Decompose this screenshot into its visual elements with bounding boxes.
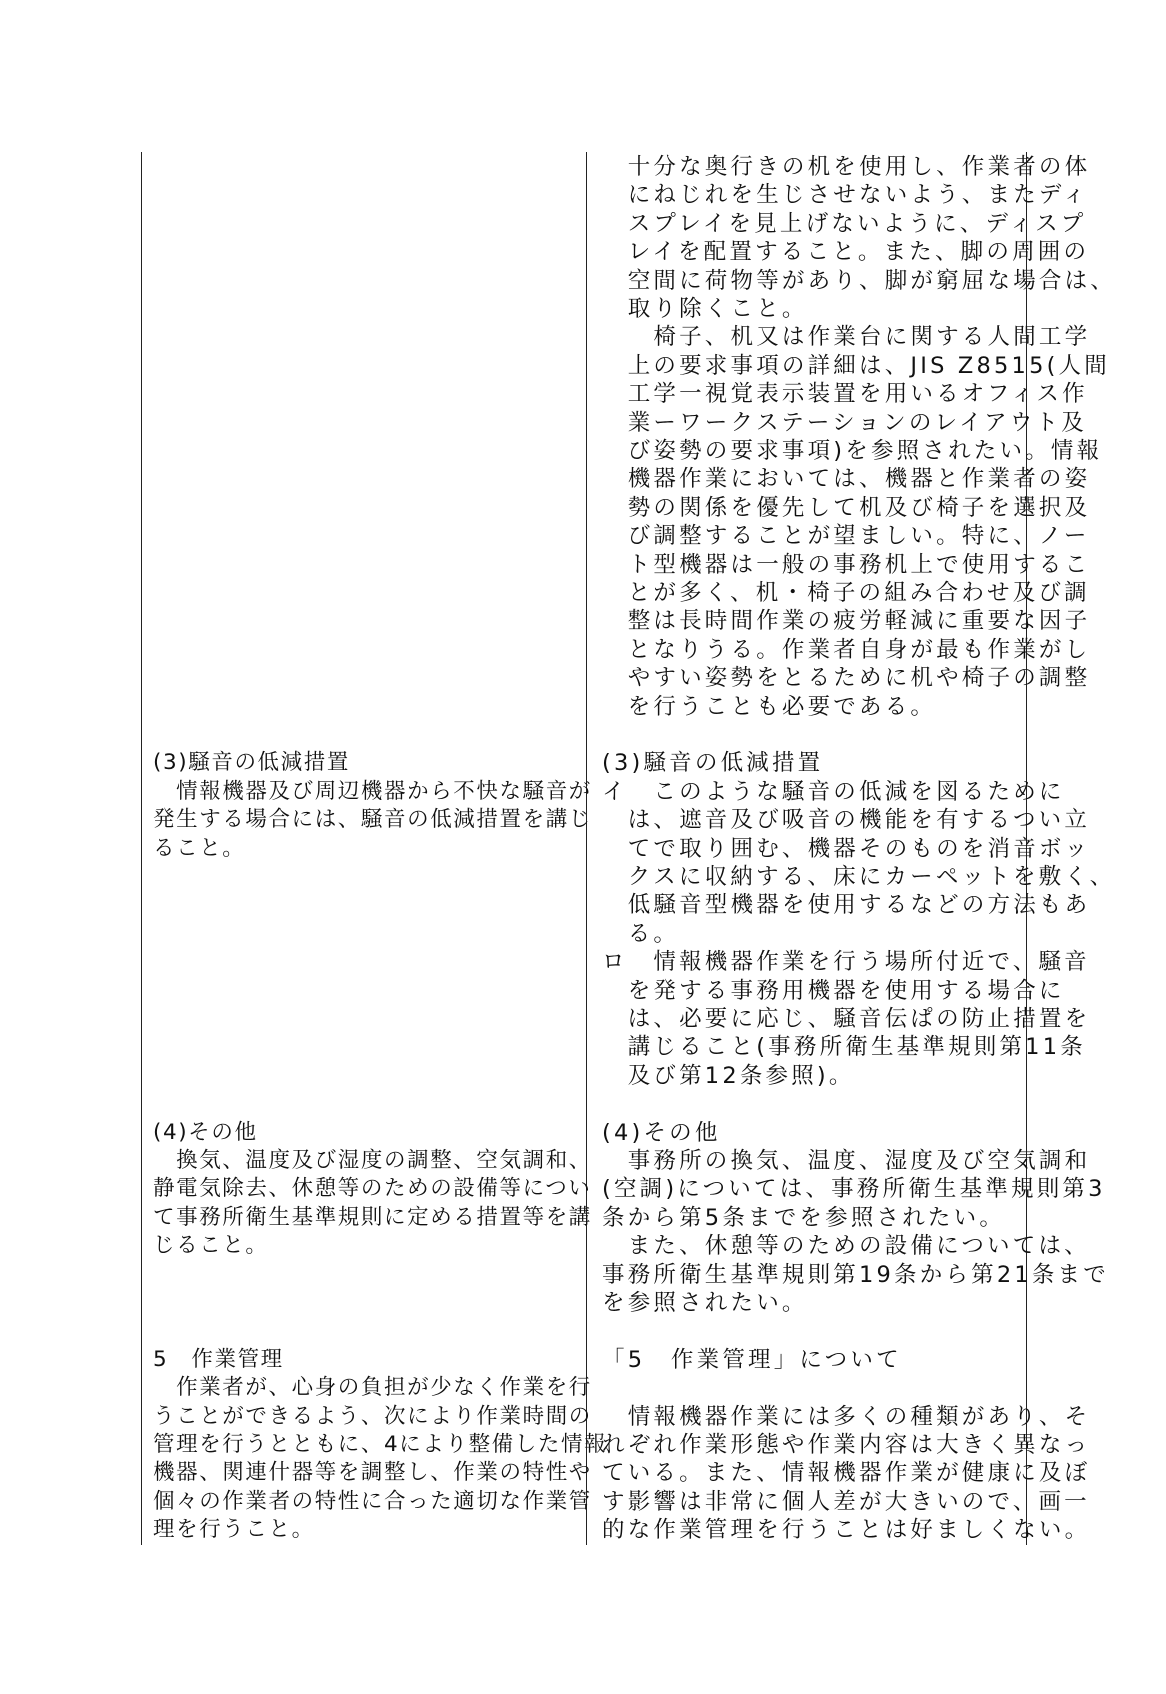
section-heading: 十分な奥行きの机を使用し、作業者の体 bbox=[602, 154, 1091, 180]
text-line: 取り除くこと。 bbox=[602, 296, 808, 322]
text-line: 理を行うこと。 bbox=[153, 1517, 315, 1543]
text-line: 工学一視覚表示装置を用いるオフィス作 bbox=[602, 381, 1088, 408]
text-line: を参照されたい。 bbox=[602, 1290, 808, 1316]
text-line: て事務所衛生基準規則に定める措置等を講 bbox=[153, 1204, 592, 1230]
text-line: となりうる。作業者自身が最も作業がし bbox=[602, 636, 1091, 663]
text-line: ること。 bbox=[153, 835, 246, 861]
text-line: 静電気除去、休憩等のための設備等につい bbox=[153, 1176, 592, 1202]
text-line: 低騒音型機器を使用するなどの方法もあ bbox=[602, 892, 1091, 919]
text-line: び姿勢の要求事項)を参照されたい。情報 bbox=[602, 438, 1103, 464]
text-line: 機器、関連什器等を調整し、作業の特性や bbox=[153, 1460, 592, 1486]
text-line: は、必要に応じ、騒音伝ぱの防止措置を bbox=[602, 1006, 1091, 1032]
text-line: ている。また、情報機器作業が健康に及ぼ bbox=[602, 1460, 1091, 1487]
text-line: 事務所の換気、温度、湿度及び空気調和 bbox=[602, 1148, 1091, 1174]
text-line: 的な作業管理を行うことは好ましくない。 bbox=[602, 1517, 1091, 1544]
text-line: 情報機器及び周辺機器から不快な騒音が bbox=[153, 778, 592, 804]
text-line: 勢の関係を優先して机及び椅子を選択及 bbox=[602, 494, 1091, 521]
text-line: ト型機器は一般の事務机上で使用するこ bbox=[602, 551, 1091, 578]
text-line: る。 bbox=[602, 920, 680, 947]
text-line: また、休憩等のための設備については、 bbox=[602, 1233, 1090, 1260]
text-line: 業ーワークステーションのレイアウト及 bbox=[602, 409, 1087, 436]
text-line: び調整することが望ましい。特に、ノー bbox=[602, 523, 1090, 550]
text-line: やすい姿勢をとるために机や椅子の調整 bbox=[602, 665, 1091, 692]
text-line: (空調)については、事務所衛生基準規則第3 bbox=[602, 1176, 1106, 1203]
text-line: じること。 bbox=[153, 1233, 269, 1259]
text-line: 管理を行うとともに、4により整備した情報 bbox=[153, 1432, 608, 1457]
table-border-left bbox=[141, 152, 142, 1545]
text-line: 機器作業においては、機器と作業者の姿 bbox=[602, 466, 1091, 493]
text-line: とが多く、机・椅子の組み合わせ及び調 bbox=[602, 580, 1090, 606]
text-line: 椅子、机又は作業台に関する人間工学 bbox=[602, 324, 1091, 351]
text-line: イ このような騒音の低減を図るために bbox=[602, 778, 1065, 805]
text-line: ロ 情報機器作業を行う場所付近で、騒音 bbox=[602, 949, 1090, 976]
text-line: てで取り囲む、機器そのものを消音ボッ bbox=[602, 835, 1091, 862]
text-line: 上の要求事項の詳細は、JIS Z8515(人間 bbox=[602, 352, 1110, 379]
text-line: 発生する場合には、騒音の低減措置を講じ bbox=[153, 807, 592, 833]
text-line: 条から第5条までを参照されたい。 bbox=[602, 1204, 1006, 1231]
section-heading: (3)騒音の低減措置 bbox=[602, 750, 824, 777]
table-border-middle bbox=[586, 152, 587, 1545]
text-line: 事務所衛生基準規則第19条から第21条まで bbox=[602, 1261, 1109, 1288]
text-line: を行うことも必要である。 bbox=[602, 693, 937, 720]
text-line: す影響は非常に個人差が大きいので、画一 bbox=[602, 1488, 1090, 1515]
text-line: レイを配置すること。また、脚の周囲の bbox=[602, 239, 1090, 266]
text-line: うことができるよう、次により作業時間の bbox=[153, 1403, 592, 1429]
text-line: れぞれ作業形態や作業内容は大きく異なっ bbox=[602, 1432, 1091, 1458]
text-line: 整は長時間作業の疲労軽減に重要な因子 bbox=[602, 608, 1091, 635]
section-heading: (4)その他 bbox=[602, 1119, 721, 1146]
text-line: 空間に荷物等があり、脚が窮屈な場合は、 bbox=[602, 267, 1117, 294]
text-line: 換気、温度及び湿度の調整、空気調和、 bbox=[153, 1148, 592, 1173]
text-line: 作業者が、心身の負担が少なく作業を行 bbox=[153, 1375, 592, 1401]
text-line: 講じること(事務所衛生基準規則第11条 bbox=[602, 1034, 1086, 1061]
text-line: 及び第12条参照)。 bbox=[602, 1062, 855, 1089]
text-line: にねじれを生じさせないよう、またディ bbox=[602, 182, 1089, 209]
text-line: を発する事務用機器を使用する場合に bbox=[602, 977, 1065, 1004]
text-line: クスに収納する、床にカーペットを敷く、 bbox=[602, 864, 1116, 890]
text-line: 個々の作業者の特性に合った適切な作業管 bbox=[153, 1488, 592, 1514]
section-heading: 5 作業管理 bbox=[153, 1346, 284, 1372]
text-line: は、遮音及び吸音の機能を有するつい立 bbox=[602, 807, 1091, 834]
text-line: スプレイを見上げないように、ディスプ bbox=[602, 210, 1087, 237]
section-heading: 「5 作業管理」について bbox=[602, 1346, 902, 1373]
text-line: 情報機器作業には多くの種類があり、そ bbox=[602, 1403, 1091, 1430]
section-heading: (3)騒音の低減措置 bbox=[153, 750, 350, 776]
section-heading: (4)その他 bbox=[153, 1119, 258, 1145]
